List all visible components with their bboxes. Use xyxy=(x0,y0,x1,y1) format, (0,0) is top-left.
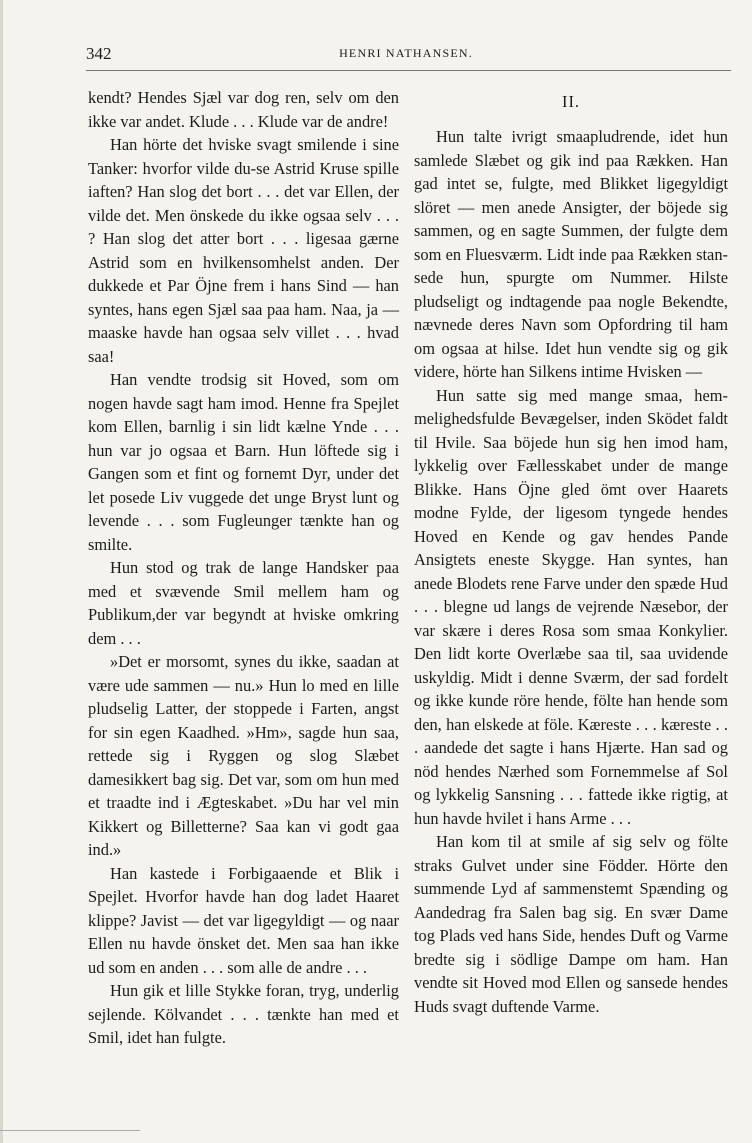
paragraph: Han vendte trodsig sit Hoved, som om nogen havde sagt ham imod. Henne fra Spejlet kom Ellen, barnlig i sin lidt kælne Ynde . . . hun var jo ogsaa et Barn. Hun löftede sig i Gangen som et fint og fornemt Dyr, under det let posede Liv vuggede det unge Bryst lunt og levende . . . som Fugleunger tænkte han og smilte. xyxy=(88,370,399,554)
right-column xyxy=(414,86,728,1018)
running-head: HENRI NATHANSEN. xyxy=(339,46,473,60)
paragraph: Hun talte ivrigt smaapludrende, idet hun samlede Slæbet og gik ind paa Rækken. Han gad intet se, fulgte, med Blikket ligegyldigt slöret — men anede Ansigter, der böjede sig sammen, og en sagte Summen, der fulgte dem som en Fluesværm. Lidt inde paa Rækken stansede hun, spurgte om Nummer. Hilste pludseligt og indtagende paa nogle Bekendte, nævnede deres Navn som Opfordring til ham om ogsaa at hilse. Idet hun vendte sig og gik videre, hörte han Silkens intime Hvisken — xyxy=(414,127,728,381)
chapter-heading: II. xyxy=(561,92,580,111)
page-number: 342 xyxy=(86,44,112,63)
paragraph: »Det er morsomt, synes du ikke, saadan at være ude sammen — nu.» Hun lo med en lille pludselig Latter, der stoppede i Farten, angst for sin egen Kaadhed. »Hm», sagde hun saa, rettede sig i Ryggen og slog Slæbet damesikkert bag sig. Det var, som om hun med et traadte ind i Ægteskabet. »Du har vel min Kikkert og Billetterne? Saa kan vi godt gaa ind.» xyxy=(88,652,399,859)
header-rule xyxy=(86,70,731,71)
paragraph: Han kastede i Forbigaaende et Blik i Spejlet. Hvorfor havde han dog ladet Haaret klippe? Javist — det var ligegyldigt — og naar Ellen nu havde önsket det. Men saa han ikke ud som en anden . . . som alle de andre . . . xyxy=(88,863,399,977)
left-column xyxy=(88,86,399,1050)
paragraph: Hun gik et lille Stykke foran, tryg, underlig sejlende. Kölvandet . . . tænkte han med et Smil, idet han fulgte. xyxy=(88,981,399,1047)
bottom-rule xyxy=(0,1130,140,1131)
page-edge-shadow xyxy=(0,0,3,1143)
paragraph: Hun stod og trak de lange Handsker paa med et svævende Smil mellem ham og Publikum,der var begyndt at hviske omkring dem . . . xyxy=(88,558,399,648)
paragraph: Han hörte det hviske svagt smilende i sine Tanker: hvorfor vilde du-se Astrid Kruse spille iaften? Han slog det bort . . . det var Ellen, der vilde det. Men önskede du ikke ogsaa selv . . . ? Han slog det atter bort . . . ligesaa gærne Astrid som en hvilkensomhelst anden. Der dukkede et Par Öjne frem i hans Sind — han syntes, hans egen Sjæl saa paa ham. Naa, ja — maaske havde han ogsaa selv villet . . . hvad saa! xyxy=(88,135,399,366)
page-header xyxy=(86,44,726,66)
paragraph: Han kom til at smile af sig selv og fölte straks Gulvet under sine Födder. Hörte den summende Lyd af sammenstemt Spænding og Aandedrag fra Salen bag sig. En svær Dame tog Plads ved hans Side, hendes Duft og Varme bredte sig i södlige Dampe om ham. Han vendte sit Hoved mod Ellen og sansede hendes Huds svagt duftende Varme. xyxy=(414,832,728,1016)
paragraph: Hun satte sig med mange smaa, hemmelighedsfulde Bevægelser, inden Sködet faldt til Hvile. Saa böjede hun sig hen imod ham, lykkelig over Fællesskabet under de mange Blikke. Hans Öjne gled ömt over Haarets modne Fylde, der ligesom tyngede hendes Hoved en Kende og gav hendes Pande Ansigtets eneste Skygge. Han syntes, han anede Blodets rene Farve under den spæde Hud . . . blegne ud langs de vejrende Næsebor, der var skære i deres Rosa som smaa Konkylier. Den lidt korte Overlæbe saa til, saa uvidende uskyldig. Midt i denne Sværm, der sad fordelt og ikke kunde röre hende, fölte han hende som den, han elskede at föle. Kæreste . . . kæreste . . . aandede det sagte i hans Hjærte. Han sad og nöd hendes Nærhed som Fornemmelse af Sol og lykkelig Sansning . . . fattede ikke rigtig, at hun havde hvilet i hans Arme . . . xyxy=(414,385,728,828)
paragraph: kendt? Hendes Sjæl var dog ren, selv om den ikke var andet. Klude . . . Klude var de andre! xyxy=(88,88,399,131)
